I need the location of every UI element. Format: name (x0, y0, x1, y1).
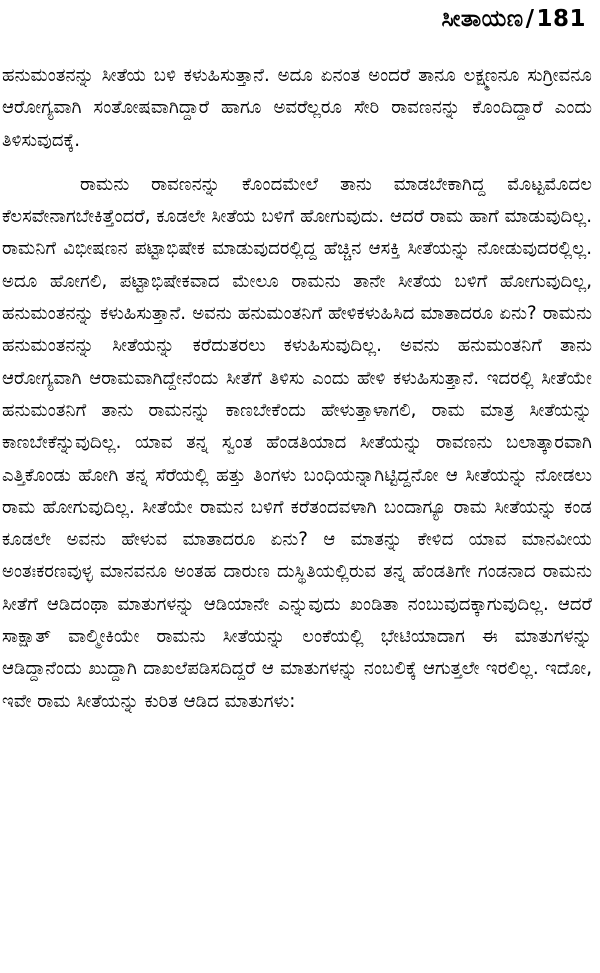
paragraph-2: ರಾಮನು ರಾವಣನನ್ನು ಕೊಂದಮೇಲೆ ತಾನು ಮಾಡಬೇಕಾಗಿದ್ದ ಮೊಟ್ಟಮೊದಲ ಕೆಲಸವೇನಾಗಬೇಕಿತ್ತೆಂದರೆ, ಕೂಡಲೇ ಸೀತೆಯ ಬಳಿಗೆ ಹೋಗುವುದು. ಆದರೆ ರಾಮ ಹಾಗೆ ಮಾಡುವುದಿಲ್ಲ. ರಾಮನಿಗೆ ವಿಭೀಷಣನ ಪಟ್ಟಾಭಿಷೇಕ ಮಾಡುವುದರಲ್ಲಿದ್ದ ಹೆಚ್ಚಿನ ಆಸಕ್ತಿ ಸೀತೆಯನ್ನು ನೋಡುವುದರಲ್ಲಿಲ್ಲ. ಅದೂ ಹೋಗಲಿ, ಪಟ್ಟಾಭಿಷೇಕವಾದ ಮೇಲೂ ರಾಮನು ತಾನೇ ಸೀತೆಯ ಬಳಿಗೆ ಹೋಗುವುದಿಲ್ಲ, ಹನುಮಂತನನ್ನು ಕಳುಹಿಸುತ್ತಾನೆ. ಅವನು ಹನುಮಂತನಿಗೆ ಹೇಳಿಕಳುಹಿಸಿದ ಮಾತಾದರೂ ಏನು? ರಾಮನು ಹನುಮಂತನನ್ನು ಸೀತೆಯನ್ನು ಕರೆದುತರಲು ಕಳುಹಿಸುವುದಿಲ್ಲ. ಅವನು ಹನುಮಂತನಿಗೆ ತಾನು ಆರೋಗ್ಯವಾಗಿ ಆರಾಮವಾಗಿದ್ದೇನೆಂದು ಸೀತೆಗೆ ತಿಳಿಸು ಎಂದು ಹೇಳಿ ಕಳುಹಿಸುತ್ತಾನೆ. ಇದರಲ್ಲಿ ಸೀತೆಯೇ ಹನುಮಂತನಿಗೆ ತಾನು ರಾಮನನ್ನು ಕಾಣಬೇಕೆಂದು ಹೇಳುತ್ತಾಳಾಗಲಿ, ರಾಮ ಮಾತ್ರ ಸೀತೆಯನ್ನು ಕಾಣಬೇಕೆನ್ನುವುದಿಲ್ಲ. ಯಾವ ತನ್ನ ಸ್ವಂತ ಹೆಂಡತಿಯಾದ ಸೀತೆಯನ್ನು ರಾವಣನು ಬಲಾತ್ಕಾರವಾಗಿ ಎತ್ತಿಕೊಂಡು ಹೋಗಿ ತನ್ನ ಸೆರೆಯಲ್ಲಿ ಹತ್ತು ತಿಂಗಳು ಬಂಧಿಯನ್ನಾಗಿಟ್ಟಿದ್ದನೋ ಆ ಸೀತೆಯನ್ನು ನೋಡಲು ರಾಮ ಹೋಗುವುದಿಲ್ಲ. ಸೀತೆಯೇ ರಾಮನ ಬಳಿಗೆ ಕರೆತಂದವಳಾಗಿ ಬಂದಾಗ್ಯೂ ರಾಮ ಸೀತೆಯನ್ನು ಕಂಡ ಕೂಡಲೇ ಅವನು ಹೇಳುವ ಮಾತಾದರೂ ಏನು? ಆ ಮಾತನ್ನು ಕೇಳಿದ ಯಾವ ಮಾನವೀಯ ಅಂತಃಕರಣವುಳ್ಳ ಮಾನವನೂ ಅಂತಹ ದಾರುಣ ದುಸ್ಥಿತಿಯಲ್ಲಿರುವ ತನ್ನ ಹೆಂಡತಿಗೇ ಗಂಡನಾದ ರಾಮನು ಸೀತೆಗೆ ಆಡಿದಂಥಾ ಮಾತುಗಳನ್ನು ಆಡಿಯಾನೇ ಎನ್ನುವುದು ಖಂಡಿತಾ ನಂಬುವುದಕ್ಕಾಗುವುದಿಲ್ಲ. ಆದರೆ ಸಾಕ್ಷಾತ್ ವಾಲ್ಮೀಕಿಯೇ ರಾಮನು ಸೀತೆಯನ್ನು ಲಂಕೆಯಲ್ಲಿ ಭೇಟಿಯಾದಾಗ ಈ ಮಾತುಗಳನ್ನು ಆಡಿದ್ದಾನೆಂದು ಖುದ್ದಾಗಿ ದಾಖಲೆಪಡಿಸದಿದ್ದರೆ ಆ ಮಾತುಗಳನ್ನು ನಂಬಲಿಕ್ಕೆ ಆಗುತ್ತಲೇ ಇರಲಿಲ್ಲ. ಇದೋ, ಇವೇ ರಾಮ ಸೀತೆಯನ್ನು ಕುರಿತ ಆಡಿದ ಮಾತುಗಳು: (2, 173, 592, 712)
paragraph-1: ಹನುಮಂತನನ್ನು ಸೀತೆಯ ಬಳಿ ಕಳುಹಿಸುತ್ತಾನೆ. ಅದೂ ಏನಂತ ಅಂದರೆ ತಾನೂ ಲಕ್ಷ್ಮಣನೂ ಸುಗ್ರೀವನೂ ಆರೋಗ್ಯವಾಗಿ ಸಂತೋಷವಾಗಿದ್ದಾರೆ ಹಾಗೂ ಅವರೆಲ್ಲರೂ ಸೇರಿ ರಾವಣನನ್ನು ಕೊಂದಿದ್ದಾರೆ ಎಂದು ತಿಳಿಸುವುದಕ್ಕೆ. (2, 65, 592, 151)
book-title: ಸೀತಾಯಣ (441, 6, 524, 32)
header-separator: / (525, 6, 535, 32)
page-body (2, 60, 592, 718)
page-header (441, 6, 586, 32)
page-number: 181 (536, 6, 586, 32)
